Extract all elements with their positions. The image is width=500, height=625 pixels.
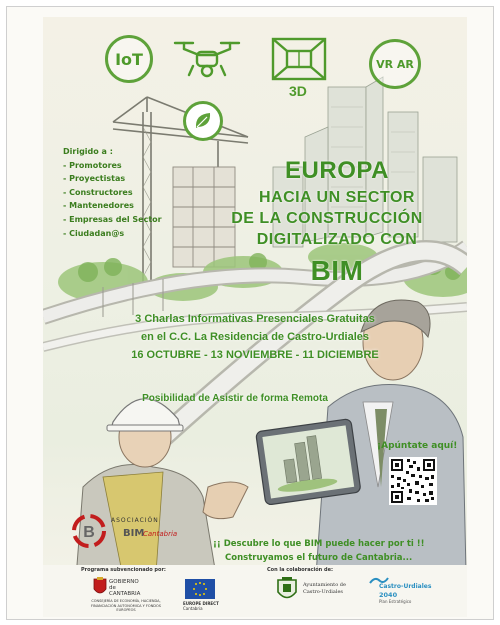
eu-flag-icon (185, 579, 215, 599)
audience-item: - Mantenedores (63, 201, 134, 211)
association-label: ASOCIACIÓN (111, 517, 159, 524)
eu-stars (185, 579, 215, 599)
charlas-line-1: 3 Charlas Informativas Presenciales Gratuitas (135, 313, 375, 325)
audience-item: - Constructores (63, 187, 133, 197)
gobierno-line-3: CANTABRIA (109, 591, 141, 597)
gobierno-line-2: de (109, 585, 116, 591)
title-bim: BIM (310, 255, 364, 286)
charlas-line-2: en el C.C. La Residencia de Castro-Urdiales (140, 331, 370, 343)
title-europa: EUROPA (285, 157, 389, 184)
title-line-4: DIGITALIZADO CON (256, 231, 418, 248)
audience-item: - Proyectistas (63, 174, 126, 184)
iot-icon (105, 35, 153, 83)
footer-bar (43, 565, 467, 617)
image-frame (6, 6, 494, 620)
charlas-dates: 16 OCTUBRE - 13 NOVIEMBRE - 11 DICIEMBRE (131, 349, 379, 361)
association-cantabria: Cantabria (143, 530, 178, 538)
association-bim: BIM (123, 528, 145, 539)
vr-ar-label: VR AR (376, 57, 414, 71)
3d-label: 3D (289, 83, 307, 99)
svg-text:B: B (83, 524, 95, 541)
title-line-3: DE LA CONSTRUCCIÓN (231, 210, 423, 227)
leaf-shape (192, 110, 214, 132)
tablet-illustration (256, 419, 361, 506)
europe-direct-label: EUROPE DIRECT (183, 601, 219, 606)
association-logo (71, 511, 178, 551)
audience-item: - Ciudadan@s (63, 228, 125, 238)
cta-line-2: Construyamos el futuro de Cantabria... (225, 553, 413, 563)
colaboracion-label: Con la colaboración de: (267, 567, 333, 573)
leaf-icon (183, 101, 223, 141)
vr-ar-icon (369, 39, 421, 89)
iot-icon-label: IoT (115, 49, 143, 69)
3d-model-icon (271, 37, 327, 81)
castro-line-3: Plan Estratégico (379, 599, 412, 604)
cta-line-1: ¡¡ Descubre lo que BIM puede hacer por ti !! (213, 539, 425, 549)
remote-notice: Posibilidad de Asistir de forma Remota (142, 393, 328, 404)
gobierno-line-1: GOBIERNO (109, 579, 139, 585)
poster (43, 17, 467, 617)
ayuntamiento-crest-icon (275, 577, 299, 603)
ayuntamiento-line-2: Castro-Urdiales (303, 589, 343, 595)
cantabria-coat-of-arms-icon (93, 577, 107, 597)
ayuntamiento-line-1: Ayuntamiento de (303, 582, 346, 588)
association-emblem (71, 513, 107, 549)
audience-list (63, 145, 162, 240)
qr-code[interactable] (389, 457, 437, 505)
audience-item: - Promotores (63, 160, 122, 170)
castro-line-1: Castro-Urdiales (379, 583, 432, 590)
europe-direct-sub: Cantabria (183, 606, 203, 611)
audience-item: - Empresas del Sector (63, 214, 162, 224)
title-line-2: HACIA UN SECTOR (259, 189, 415, 206)
audience-heading: Dirigido a : (63, 147, 113, 156)
castro-line-2: 2040 (379, 591, 398, 599)
gobierno-subtitle: CONSEJERÍA DE ECONOMÍA, HACIENDA, FINANCIACIÓN AUTONÓMICA Y FONDOS EUROPEOS (91, 599, 161, 612)
subvencionado-label: Programa subvencionado por: (81, 567, 166, 573)
signup-label: ¡Apúntate aquí! (377, 441, 458, 451)
drone-icon (171, 37, 243, 83)
